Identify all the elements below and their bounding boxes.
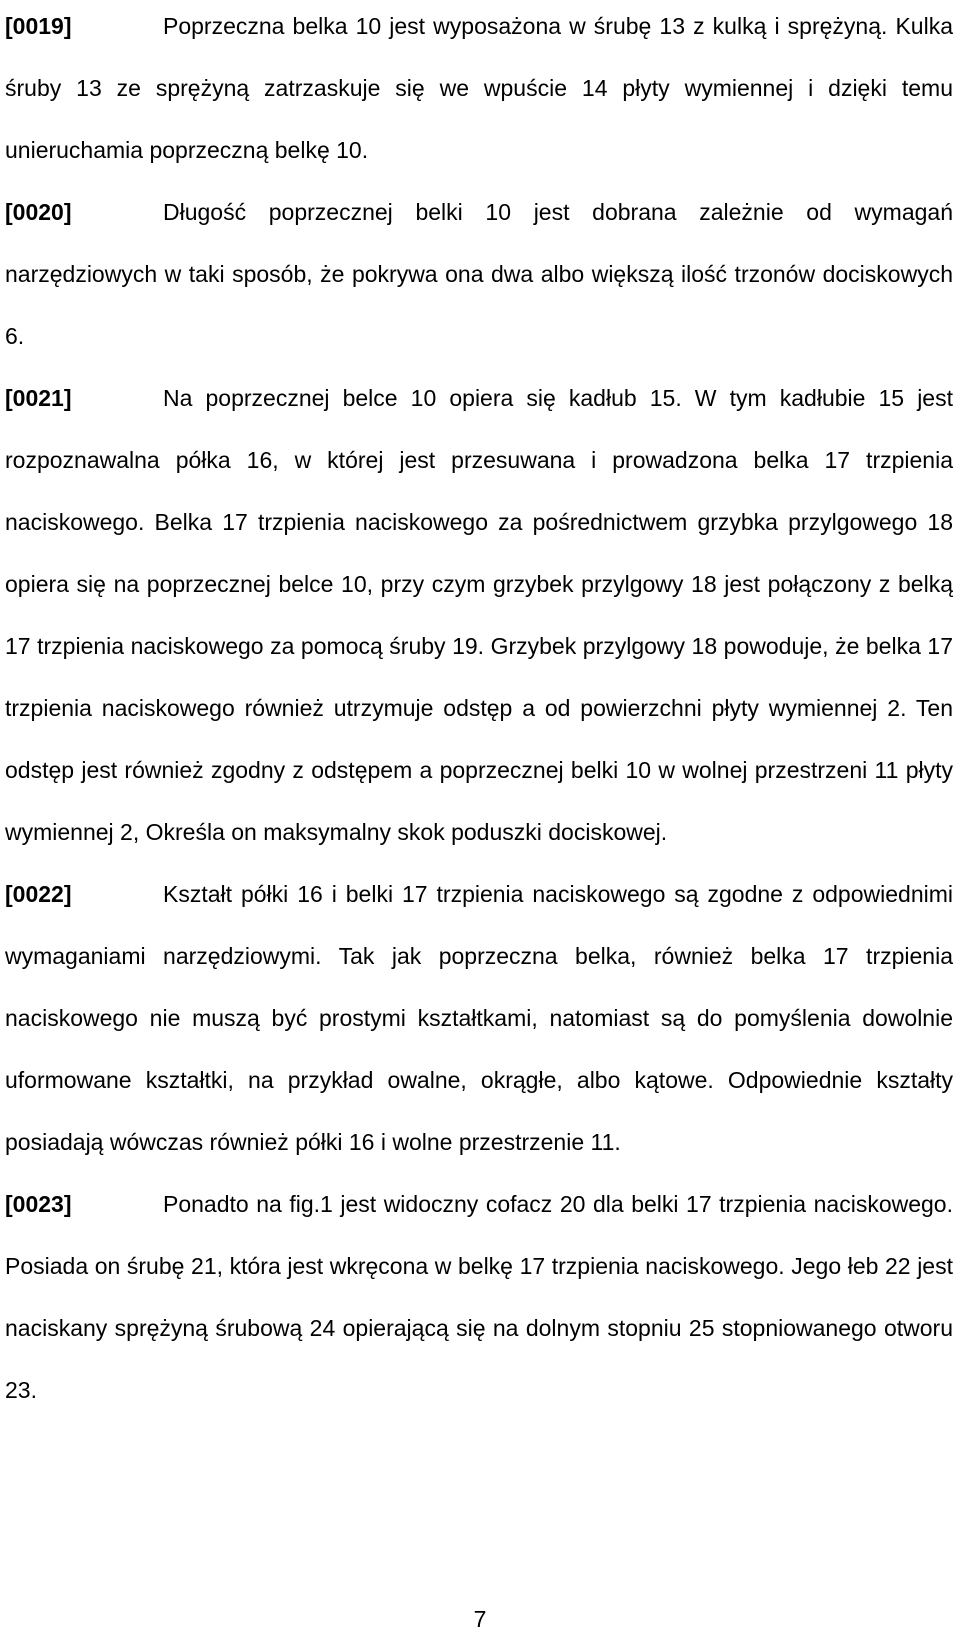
paragraph-0021 [5, 367, 953, 863]
paragraph-0019 [5, 0, 953, 181]
document-page [5, 0, 953, 1421]
paragraph-text: Kształt półki 16 i belki 17 trzpienia naciskowego są zgodne z odpowiednimi wymaganiami narzędziowymi. Tak jak poprzeczna belka, również belka 17 trzpienia naciskowego nie muszą być prostymi kształtkami, natomiast są do pomyślenia dowolnie uformowane kształtki, na przykład owalne, okrągłe, albo kątowe. Odpowiednie kształty posiadają wówczas również półki 16 i wolne przestrzenie 11. [5, 881, 953, 1155]
paragraph-number: [0022] [5, 881, 72, 907]
paragraph-number: [0021] [5, 385, 72, 411]
paragraph-number: [0020] [5, 199, 72, 225]
paragraph-0022 [5, 863, 953, 1173]
paragraph-number: [0019] [5, 13, 72, 39]
paragraph-0020 [5, 181, 953, 367]
paragraph-0023 [5, 1173, 953, 1421]
page-number: 7 [473, 1606, 487, 1632]
paragraph-text: Poprzeczna belka 10 jest wyposażona w śrubę 13 z kulką i sprężyną. Kulka śruby 13 ze sprężyną zatrzaskuje się we wpuście 14 płyty wymiennej i dzięki temu unieruchamia poprzeczną belkę 10. [5, 13, 953, 163]
paragraph-number: [0023] [5, 1191, 72, 1217]
paragraph-text: Na poprzecznej belce 10 opiera się kadłub 15. W tym kadłubie 15 jest rozpoznawalna półka 16, w której jest przesuwana i prowadzona belka 17 trzpienia naciskowego. Belka 17 trzpienia naciskowego za pośrednictwem grzybka przylgowego 18 opiera się na poprzecznej belce 10, przy czym grzybek przylgowy 18 jest połączony z belką 17 trzpienia naciskowego za pomocą śruby 19. Grzybek przylgowy 18 powoduje, że belka 17 trzpienia naciskowego również utrzymuje odstęp a od powierzchni płyty wymiennej 2. Ten odstęp jest również zgodny z odstępem a poprzecznej belki 10 w wolnej przestrzeni 11 płyty wymiennej 2, Określa on maksymalny skok poduszki dociskowej. [5, 385, 953, 845]
paragraph-text: Długość poprzecznej belki 10 jest dobrana zależnie od wymagań narzędziowych w taki sposób, że pokrywa ona dwa albo większą ilość trzonów dociskowych 6. [5, 199, 953, 349]
paragraph-text: Ponadto na fig.1 jest widoczny cofacz 20 dla belki 17 trzpienia naciskowego. Posiada on śrubę 21, która jest wkręcona w belkę 17 trzpienia naciskowego. Jego łeb 22 jest naciskany sprężyną śrubową 24 opierającą się na dolnym stopniu 25 stopniowanego otworu 23. [5, 1191, 953, 1403]
